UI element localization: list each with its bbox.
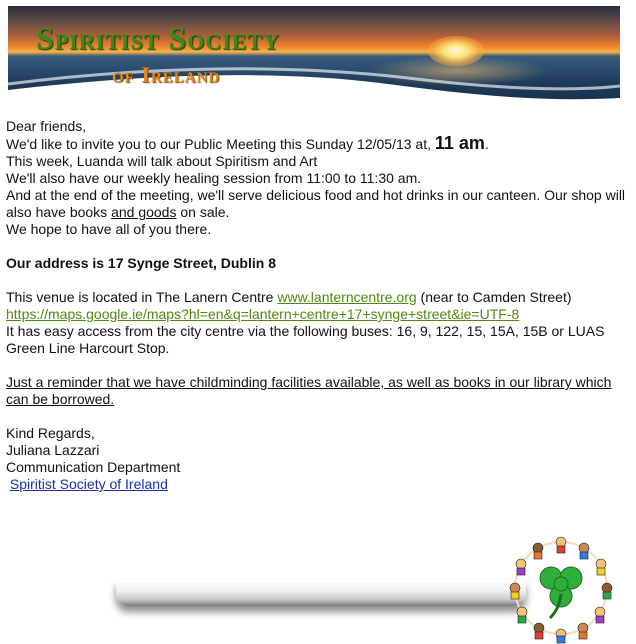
footer-shadow-bar — [116, 580, 526, 606]
reminder-line: Just a reminder that we have childminding facilities available, as well as books in our library which can be borrowed. — [6, 374, 612, 407]
spiritist-society-link[interactable]: Spiritist Society of Ireland — [9, 476, 168, 492]
email-body — [6, 118, 628, 493]
address-line: Our address is 17 Synge Street, Dublin 8 — [6, 255, 276, 271]
logo-title: Spiritist Society — [36, 20, 280, 56]
invite-end: . — [484, 136, 489, 152]
sender-name: Juliana Lazzari — [6, 442, 100, 458]
food-end: on sale. — [176, 204, 230, 220]
invite-text: We'd like to invite you to our Public Meeting this Sunday 12/05/13 at, — [6, 136, 435, 152]
sender-department: Communication Department — [6, 459, 181, 475]
invite-line — [6, 135, 628, 153]
food-text: And at the end of the meeting, we'll serve delicious food and hot drinks in our canteen. Our shop will also have books — [6, 187, 626, 220]
venue-end: (near to Camden Street) — [416, 289, 572, 305]
signoff: Kind Regards, — [6, 425, 95, 441]
talk-line: This week, Luanda will talk about Spiritism and Art — [6, 153, 318, 169]
greeting: Dear friends, — [6, 118, 87, 134]
invite-time: 11 am — [434, 133, 485, 153]
org-line — [6, 476, 628, 493]
venue-text: This venue is located in The Lanern Centre — [6, 289, 278, 305]
lantern-centre-link[interactable]: www.lanterncentre.org — [277, 289, 417, 305]
buses-line: It has easy access from the city centre via the following buses: 16, 9, 122, 15, 15A, 15B or LUAS Green Line Harcourt Stop. — [6, 323, 605, 356]
google-maps-link[interactable]: https://maps.google.ie/maps?hl=en&q=lantern+centre+17+synge+street&ie=UTF-8 — [6, 306, 520, 322]
logo-subtitle: of Ireland — [112, 62, 221, 87]
maps-line — [6, 306, 628, 323]
shamrock-children-circle-icon — [500, 532, 622, 644]
food-underlined: and goods — [111, 204, 177, 220]
hope-line: We hope to have all of you there. — [6, 221, 212, 237]
food-line — [6, 187, 628, 221]
venue-line — [6, 289, 628, 306]
healing-line: We'll also have our weekly healing session from 11:00 to 11:30 am. — [6, 170, 422, 186]
header-banner — [8, 6, 620, 106]
